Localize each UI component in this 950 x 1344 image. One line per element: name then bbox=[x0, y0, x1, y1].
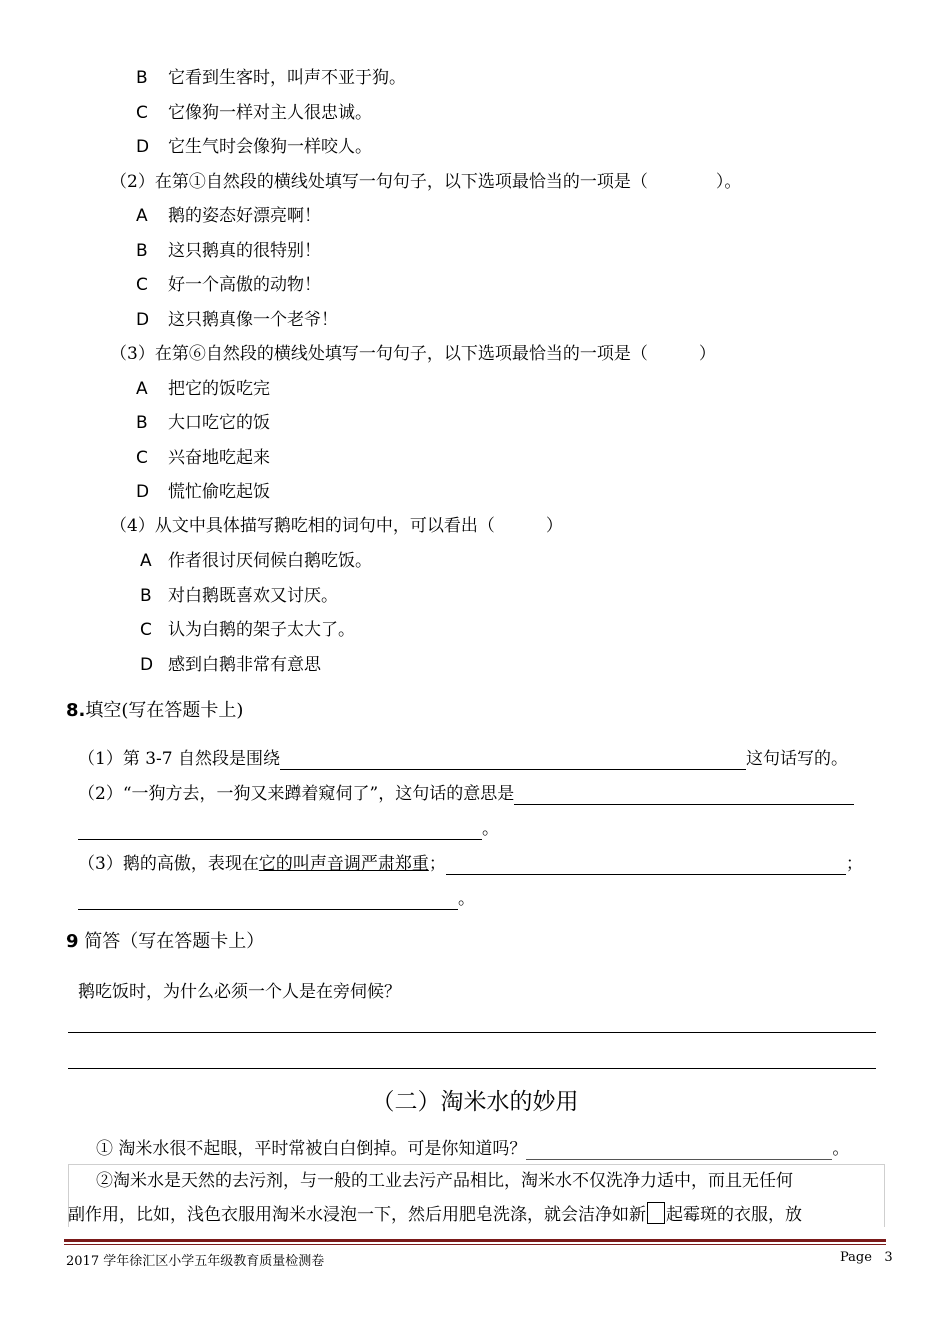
q2-option-b: B 这只鹅真的很特别！ bbox=[136, 241, 321, 261]
q2-stem: （2）在第①自然段的横线处填写一句句子，以下选项最恰当的一项是（ ）。 bbox=[110, 172, 742, 192]
fill2-blank-a[interactable] bbox=[514, 786, 854, 805]
fill3-blank-b[interactable] bbox=[78, 891, 458, 910]
q3-option-a: A 把它的饭吃完 bbox=[136, 379, 270, 399]
q3-option-b: B 大口吃它的饭 bbox=[136, 413, 270, 433]
section9-heading: 9 简答（写在答题卡上） bbox=[66, 931, 265, 952]
passage-paragraph-2-line1: ②淘米水是天然的去污剂，与一般的工业去污产品相比，淘米水不仅洗净力适中，而且无任何 bbox=[96, 1171, 793, 1191]
q2-option-c: C 好一个高傲的动物！ bbox=[136, 275, 321, 295]
q4-option-a: A 作者很讨厌伺候白鹅吃饭。 bbox=[140, 551, 372, 571]
q2-option-a: A 鹅的姿态好漂亮啊！ bbox=[136, 206, 321, 226]
fill2-line-2: 。 bbox=[78, 818, 499, 840]
fill3-line: （3）鹅的高傲，表现在它的叫声音调严肃郑重； ； bbox=[78, 854, 863, 874]
q4-option-b: B 对白鹅既喜欢又讨厌。 bbox=[140, 586, 338, 606]
fill2-blank-b[interactable] bbox=[78, 821, 482, 840]
q3-stem: （3）在第⑥自然段的横线处填写一句句子，以下选项最恰当的一项是（ ） bbox=[110, 344, 716, 364]
q4-stem: （4）从文中具体描写鹅吃相的词句中，可以看出（ ） bbox=[110, 516, 563, 536]
fill2-line: （2）“一狗方去，一狗又来蹲着窥伺了”，这句话的意思是 bbox=[78, 783, 854, 805]
q4-option-d: D 感到白鹅非常有意思 bbox=[140, 655, 321, 675]
passage-title: （二）淘米水的妙用 bbox=[371, 1089, 579, 1115]
q4-option-c: C 认为白鹅的架子太大了。 bbox=[140, 620, 355, 640]
q1-option-c: C 它像狗一样对主人很忠诚。 bbox=[136, 103, 372, 123]
fill3-line-2: 。 bbox=[78, 888, 475, 910]
section9-question: 鹅吃饭时，为什么必须一个人是在旁伺候？ bbox=[78, 982, 401, 1002]
q1-option-b: B 它看到生客时，叫声不亚于狗。 bbox=[136, 68, 406, 88]
footer-rule-thin bbox=[64, 1244, 886, 1245]
footer-title: 2017 学年徐汇区小学五年级教育质量检测卷 bbox=[66, 1254, 325, 1269]
fill1-line: （1）第 3-7 自然段是围绕 这句话写的。 bbox=[78, 749, 848, 769]
p1-blank[interactable] bbox=[526, 1141, 832, 1160]
footer-rule-thick bbox=[64, 1239, 886, 1242]
fill3-blank-a[interactable] bbox=[446, 856, 846, 875]
fill1-blank[interactable] bbox=[280, 751, 746, 770]
answer-line-2[interactable] bbox=[68, 1068, 876, 1069]
checkbox-box[interactable] bbox=[647, 1202, 665, 1224]
section8-heading: 8.填空(写在答题卡上) bbox=[66, 700, 244, 721]
q1-option-d: D 它生气时会像狗一样咬人。 bbox=[136, 137, 372, 157]
passage-paragraph-1: ① 淘米水很不起眼，平时常被白白倒掉。可是你知道吗？ 。 bbox=[96, 1139, 850, 1159]
q2-option-d: D 这只鹅真像一个老爷！ bbox=[136, 310, 338, 330]
q3-option-c: C 兴奋地吃起来 bbox=[136, 448, 270, 468]
footer-page: Page 3 bbox=[840, 1250, 893, 1265]
passage-paragraph-2-line2: 副作用，比如，浅色衣服用淘米水浸泡一下，然后用肥皂洗涤，就会洁净如新 起霉斑的衣服，放 bbox=[68, 1202, 802, 1226]
q3-option-d: D 慌忙偷吃起饭 bbox=[136, 482, 270, 502]
answer-line-1[interactable] bbox=[68, 1032, 876, 1033]
